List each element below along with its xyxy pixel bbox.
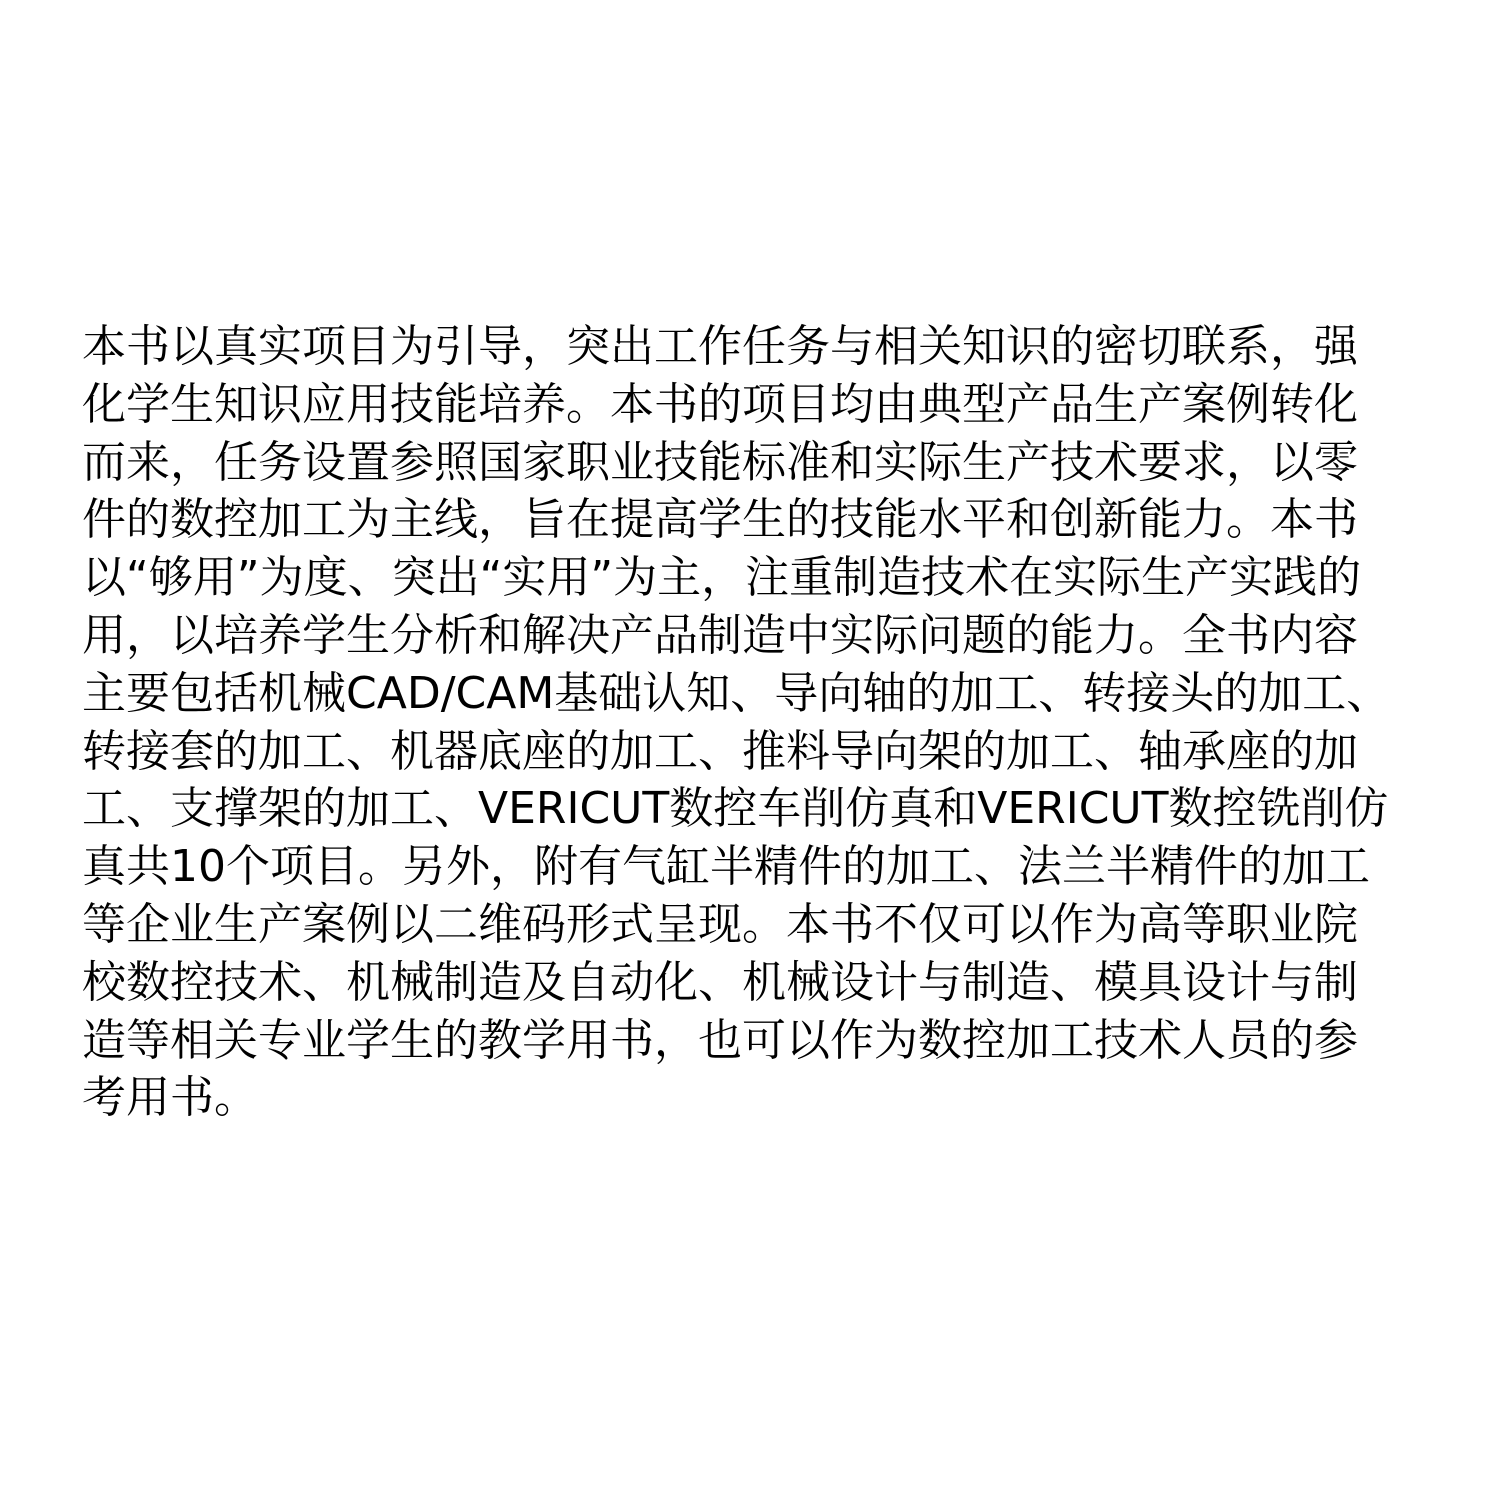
text-line: 等企业生产案例以二维码形式呈现。本书不仅可以作为高等职业院 xyxy=(82,898,1358,950)
body-paragraph xyxy=(82,318,1500,1127)
text-line: 件的数控加工为主线，旨在提高学生的技能水平和创新能力。本书 xyxy=(82,494,1358,546)
text-line: 校数控技术、机械制造及自动化、机械设计与制造、模具设计与制 xyxy=(82,956,1358,1008)
text-line: 转接套的加工、机器底座的加工、推料导向架的加工、轴承座的加 xyxy=(82,725,1358,777)
text-line: 工、支撑架的加工、VERICUT数控车削仿真和VERICUT数控铣削仿 xyxy=(82,783,1389,835)
text-line: 本书以真实项目为引导，突出工作任务与相关知识的密切联系，强 xyxy=(82,321,1358,372)
text-line: 化学生知识应用技能培养。本书的项目均由典型产品生产案例转化 xyxy=(82,378,1358,430)
text-line: 以“够用”为度、突出“实用”为主，注重制造技术在实际生产实践的 xyxy=(82,552,1362,604)
text-line: 而来，任务设置参照国家职业技能标准和实际生产技术要求，以零 xyxy=(82,436,1358,488)
text-line: 考用书。 xyxy=(82,1072,258,1124)
text-line: 用，以培养学生分析和解决产品制造中实际问题的能力。全书内容 xyxy=(82,609,1358,661)
text-line: 真共10个项目。另外，附有气缸半精件的加工、法兰半精件的加工 xyxy=(82,841,1370,893)
text-line: 造等相关专业学生的教学用书，也可以作为数控加工技术人员的参 xyxy=(82,1014,1358,1066)
text-line: 主要包括机械CAD/CAM基础认知、导向轴的加工、转接头的加工、 xyxy=(82,667,1391,719)
